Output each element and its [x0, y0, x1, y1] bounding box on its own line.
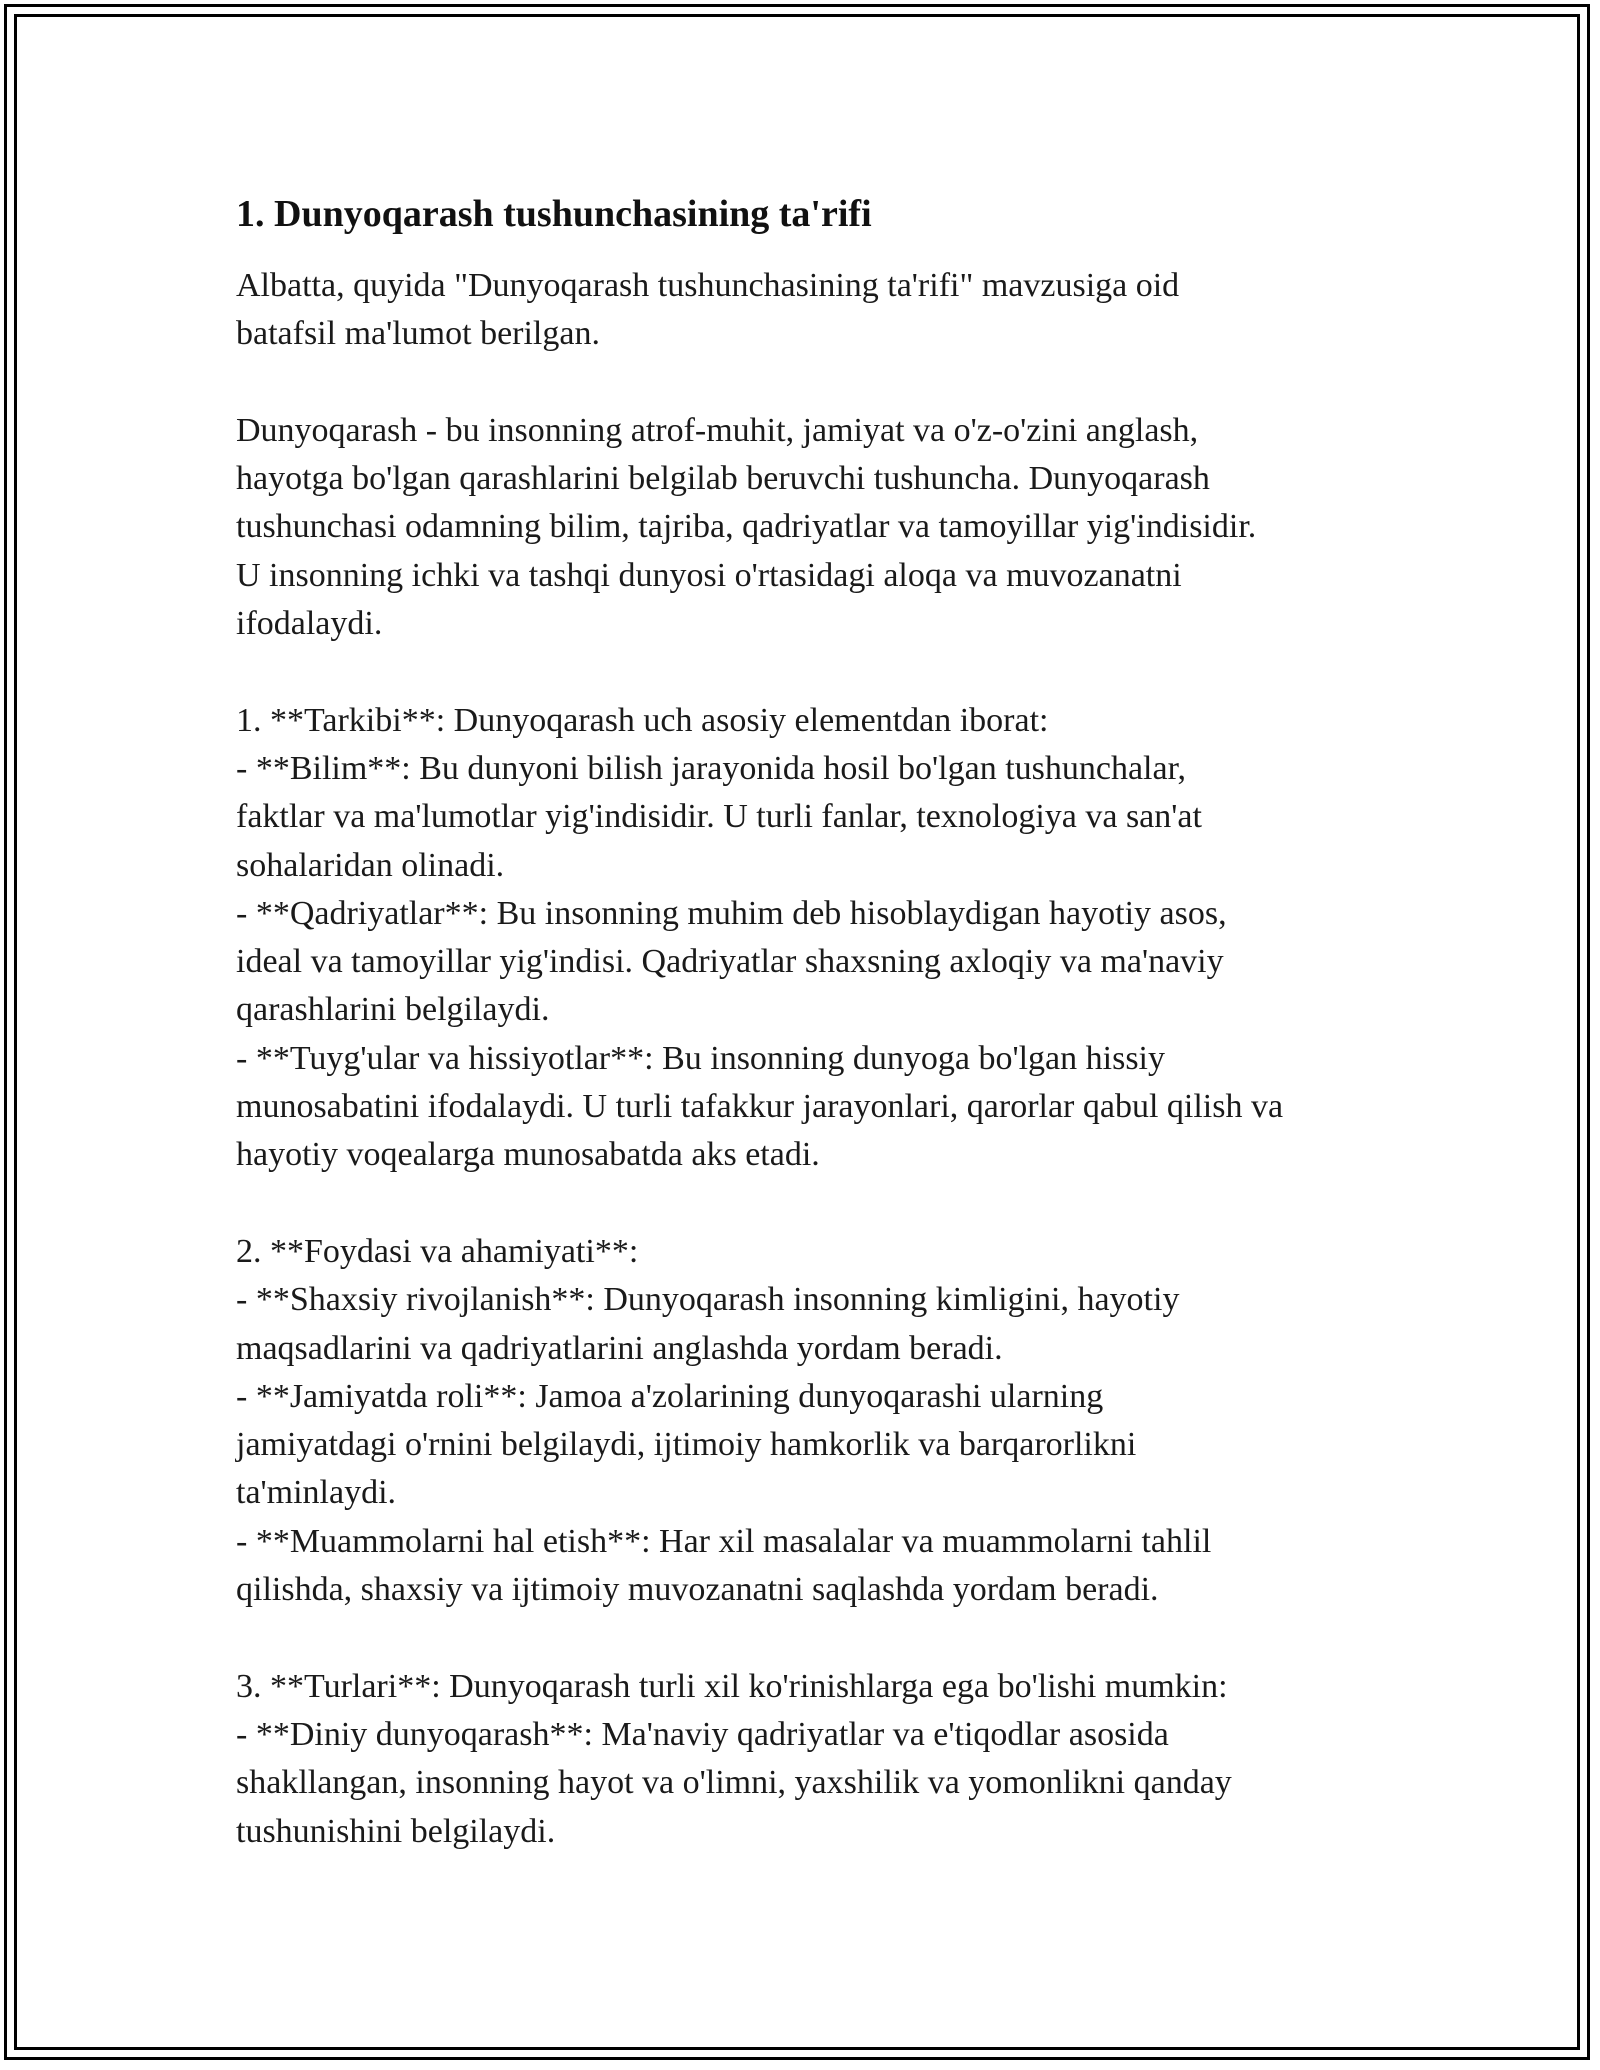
section-benefits: 2. **Foydasi va ahamiyati**: - **Shaxsiy rivojlanish**: Dunyoqarash insonning kimligini, hayotiy maqsadlarini va qadriyatlarini anglashda yordam beradi. - **Jamiyatda roli**: Jamoa a'zolarining dunyoqarashi ularning jamiyatdagi o'rnini belgilaydi, ijtimoiy hamkorlik va barqarorlikni ta'minlaydi. - **Muammolarni hal etish**: Har xil masalalar va muammolarni tahlil qilishda, shaxsiy va ijtimoiy muvozanatni saqlashda yordam beradi. [236, 1232, 1212, 1609]
definition-paragraph: Dunyoqarash - bu insonning atrof-muhit, jamiyat va o'z-o'zini anglash, hayotga bo'lgan qarashlarini belgilab beruvchi tushuncha. Dunyoqarash tushunchasi odamning bilim, tajriba, qadriyatlar va tamoyillar yig'indisidir. U insonning ichki va tashqi dunyosi o'rtasidagi aloqa va muvozanatni ifodalaydi. [236, 411, 1257, 643]
section-types: 3. **Turlari**: Dunyoqarash turli xil ko'rinishlarga ega bo'lishi mumkin: - **Diniy dunyoqarash**: Ma'naviy qadriyatlar va e'tiqodlar asosida shakllangan, insonning hayot va o'limni, yaxshilik va yomonlikni qanday tushunishini belgilaydi. [236, 1667, 1232, 1850]
paragraph-spacer [236, 648, 1416, 696]
paragraph-spacer [236, 359, 1416, 407]
section-composition: 1. **Tarkibi**: Dunyoqarash uch asosiy elementdan iborat: - **Bilim**: Bu dunyoni bilish jarayonida hosil bo'lgan tushunchalar, faktlar va ma'lumotlar yig'indisidir. U turli fanlar, texnologiya va san'at sohalaridan olinadi. - **Qadriyatlar**: Bu insonning muhim deb hisoblaydigan hayotiy asos, ideal va tamoyillar yig'indisi. Qadriyatlar shaxsning axloqiy va ma'naviy qarashlarini belgilaydi. - **Tuyg'ular va hissiyotlar**: Bu insonning dunyoga bo'lgan hissiy munosabatini ifodalaydi. U turli tafakkur jarayonlari, qarorlar qabul qilish va hayotiy voqealarga munosabatda aks etadi. [236, 701, 1284, 1174]
document-body [236, 186, 1416, 1856]
paragraph-spacer [236, 1180, 1416, 1228]
document-title: 1. Dunyoqarash tushunchasining ta'rifi [236, 193, 872, 235]
intro-paragraph: Albatta, quyida "Dunyoqarash tushunchasining ta'rifi" mavzusiga oid batafsil ma'lumot berilgan. [236, 267, 1180, 353]
paragraph-spacer [236, 1614, 1416, 1662]
